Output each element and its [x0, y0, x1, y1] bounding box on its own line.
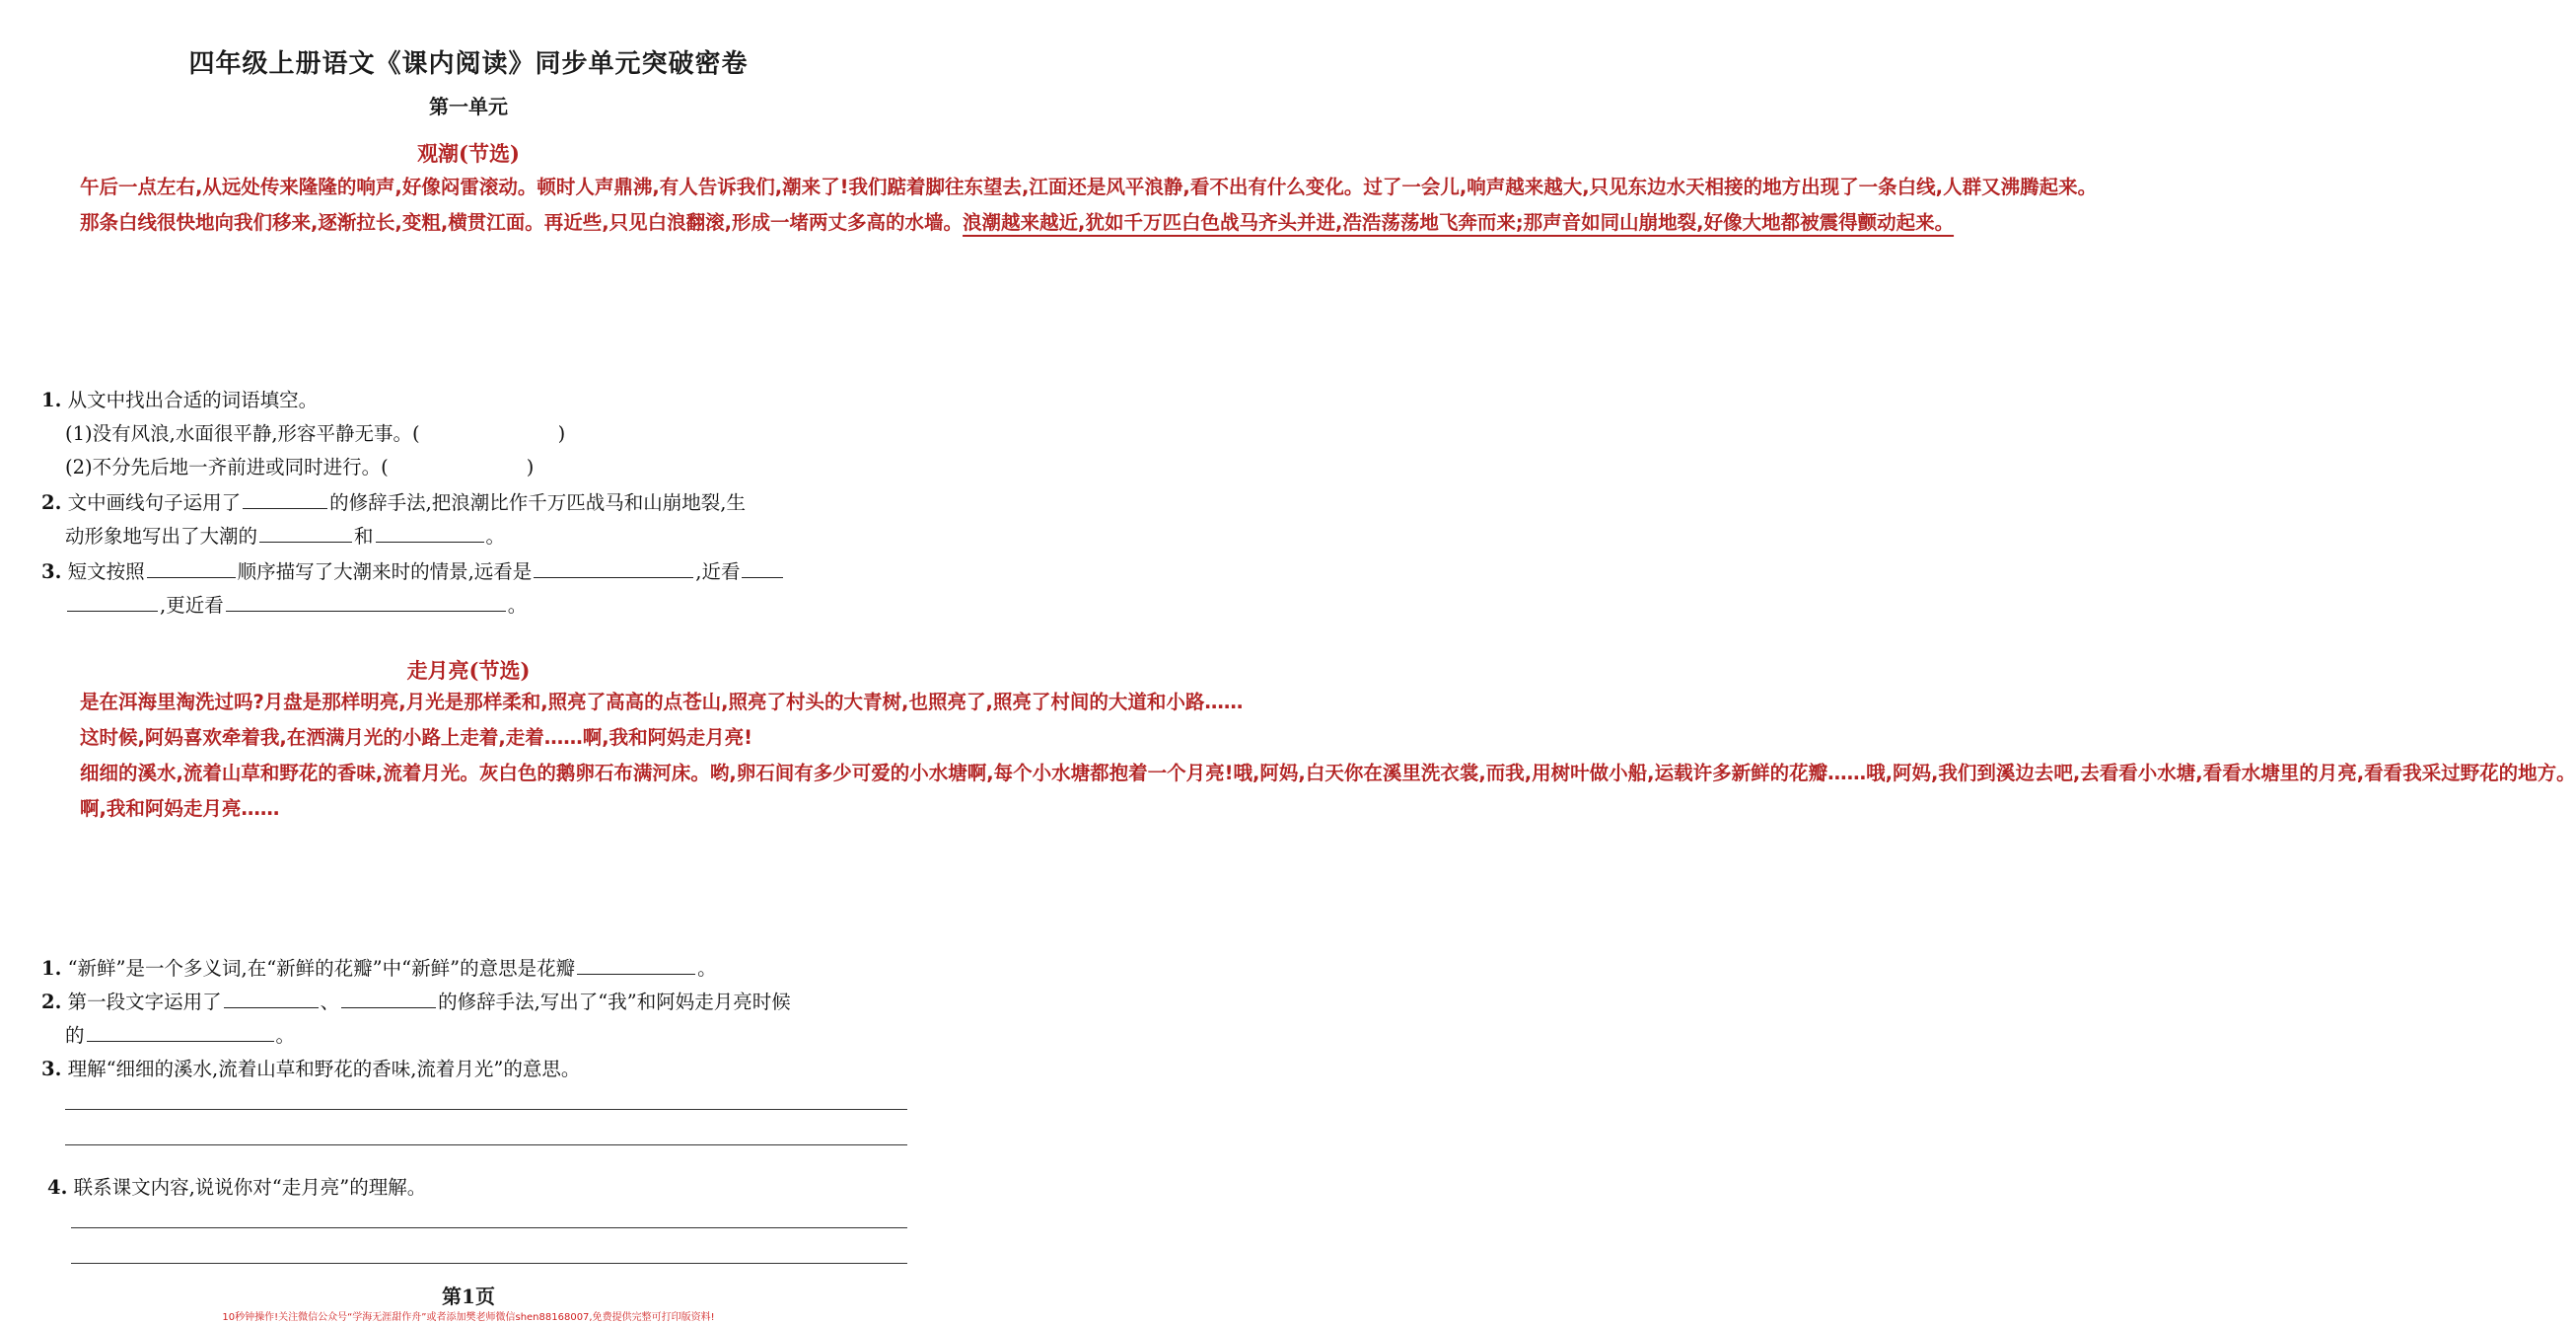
passage-paragraph: 午后一点左右,从远处传来隆隆的响声,好像闷雷滚动。顿时人声鼎沸,有人告诉我们,潮来了!我们踮着脚往东望去,江面还是风平浪静,看不出有什么变化。过了一会儿,响声越来越大,只见东边水天相接的地方出现了一条白线,人群又沸腾起来。 [80, 176, 2098, 198]
question-text: 。 [507, 594, 528, 617]
question-3-line-2 [65, 590, 527, 618]
question-1-part-2 [65, 452, 534, 479]
answer-blank[interactable] [224, 988, 319, 1008]
passage-paragraph: 啊,我和阿妈走月亮…… [80, 797, 280, 820]
question-text: 联系课文内容,说说你对“走月亮”的理解。 [73, 1176, 427, 1199]
question-2-4 [47, 1172, 426, 1200]
question-text: 的修辞手法,把浪潮比作千万匹战马和山崩地裂,生 [329, 491, 746, 514]
question-text: 短文按照 [67, 560, 145, 583]
unit-title: 第一单元 [429, 95, 508, 118]
answer-line[interactable] [65, 1144, 907, 1145]
section-title-zouyueliang: 走月亮(节选) [406, 658, 531, 683]
answer-blank[interactable] [87, 1021, 274, 1042]
question-text: 。 [275, 1024, 296, 1047]
answer-line[interactable] [71, 1227, 907, 1228]
answer-blank[interactable] [577, 954, 695, 975]
question-text: 和 [354, 525, 374, 548]
question-2-line-2 [65, 521, 505, 549]
question-2-1 [41, 953, 717, 981]
answer-line[interactable] [71, 1263, 907, 1264]
footer-note: 10秒钟操作!关注微信公众号“学海无涯甜作舟”或者添加樊老师微信shen88168007,免费提供完整可打印版资料! [222, 1312, 715, 1323]
question-text: (1)没有风浪,水面很平静,形容平静无事。( [65, 422, 420, 445]
question-1-part-1 [65, 418, 565, 446]
question-text: 从文中找出合适的词语填空。 [67, 389, 319, 411]
underlined-sentence: 浪潮越来越近,犹如千万匹白色战马齐头并进,浩浩荡荡地飞奔而来;那声音如同山崩地裂,好像大地都被震得颤动起来。 [963, 211, 1955, 234]
question-number: 2. [41, 491, 62, 514]
page-number: 第1页 [442, 1285, 495, 1308]
answer-blank[interactable] [341, 988, 436, 1008]
question-text: “新鲜”是一个多义词,在“新鲜的花瓣”中“新鲜”的意思是花瓣 [67, 957, 576, 980]
question-number: 3. [41, 560, 62, 583]
answer-blank[interactable] [376, 522, 484, 543]
question-text: 动形象地写出了大潮的 [65, 525, 258, 548]
section-title-guanchao: 观潮(节选) [417, 141, 520, 166]
question-text: 的修辞手法,写出了“我”和阿妈走月亮时候 [438, 991, 791, 1013]
passage-text: 那条白线很快地向我们移来,逐渐拉长,变粗,横贯江面。再近些,只见白浪翻滚,形成一堵两丈多高的水墙。 [80, 211, 964, 234]
question-text: ,近看 [695, 560, 741, 583]
answer-blank[interactable] [67, 591, 158, 612]
passage-paragraph: 是在洱海里淘洗过吗?月盘是那样明亮,月光是那样柔和,照亮了高高的点苍山,照亮了村头的大青树,也照亮了,照亮了村间的大道和小路…… [80, 691, 1244, 713]
question-2-2 [41, 987, 791, 1014]
answer-blank[interactable] [259, 522, 352, 543]
question-text: 理解“细细的溪水,流着山草和野花的香味,流着月光”的意思。 [67, 1058, 581, 1080]
question-number: 3. [41, 1058, 62, 1080]
paren-close: ) [526, 456, 535, 478]
question-number: 1. [41, 957, 62, 980]
page-title: 四年级上册语文《课内阅读》同步单元突破密卷 [188, 49, 749, 79]
question-text: 。 [485, 525, 506, 548]
answer-blank[interactable] [742, 557, 783, 578]
answer-blank[interactable] [534, 557, 693, 578]
question-text: (2)不分先后地一齐前进或同时进行。( [65, 456, 389, 478]
question-3 [41, 556, 785, 584]
question-1 [41, 385, 318, 412]
question-number: 2. [41, 991, 62, 1013]
passage-guanchao [41, 170, 2098, 241]
question-text: ,更近看 [160, 594, 224, 617]
question-text: 第一段文字运用了 [67, 991, 222, 1013]
passage-zouyueliang [41, 685, 2576, 827]
answer-blank[interactable] [243, 488, 327, 509]
question-2-3 [41, 1054, 580, 1081]
question-text: 文中画线句子运用了 [67, 491, 242, 514]
question-number: 1. [41, 389, 62, 411]
question-text: 。 [697, 957, 717, 980]
question-text: 的 [65, 1024, 85, 1047]
passage-paragraph: 细细的溪水,流着山草和野花的香味,流着月光。灰白色的鹅卵石布满河床。哟,卵石间有多少可爱的小水塘啊,每个小水塘都抱着一个月亮!哦,阿妈,白天你在溪里洗衣裳,而我,用树叶做小船,运载许多新鲜的花瓣……哦,阿妈,我们到溪边去吧,去看看小水塘,看看水塘里的月亮,看看我采过野花的地方。 [80, 762, 2576, 784]
question-number: 4. [47, 1176, 68, 1199]
question-2-2-line-2 [65, 1020, 295, 1048]
question-text: 、 [320, 991, 340, 1013]
answer-blank[interactable] [226, 591, 506, 612]
answer-blank[interactable] [147, 557, 236, 578]
passage-paragraph: 这时候,阿妈喜欢牵着我,在洒满月光的小路上走着,走着……啊,我和阿妈走月亮! [80, 726, 753, 749]
answer-line[interactable] [65, 1109, 907, 1110]
paren-close: ) [557, 422, 566, 445]
passage-paragraph [41, 205, 1955, 241]
question-2 [41, 487, 746, 515]
question-text: 顺序描写了大潮来时的情景,远看是 [237, 560, 533, 583]
